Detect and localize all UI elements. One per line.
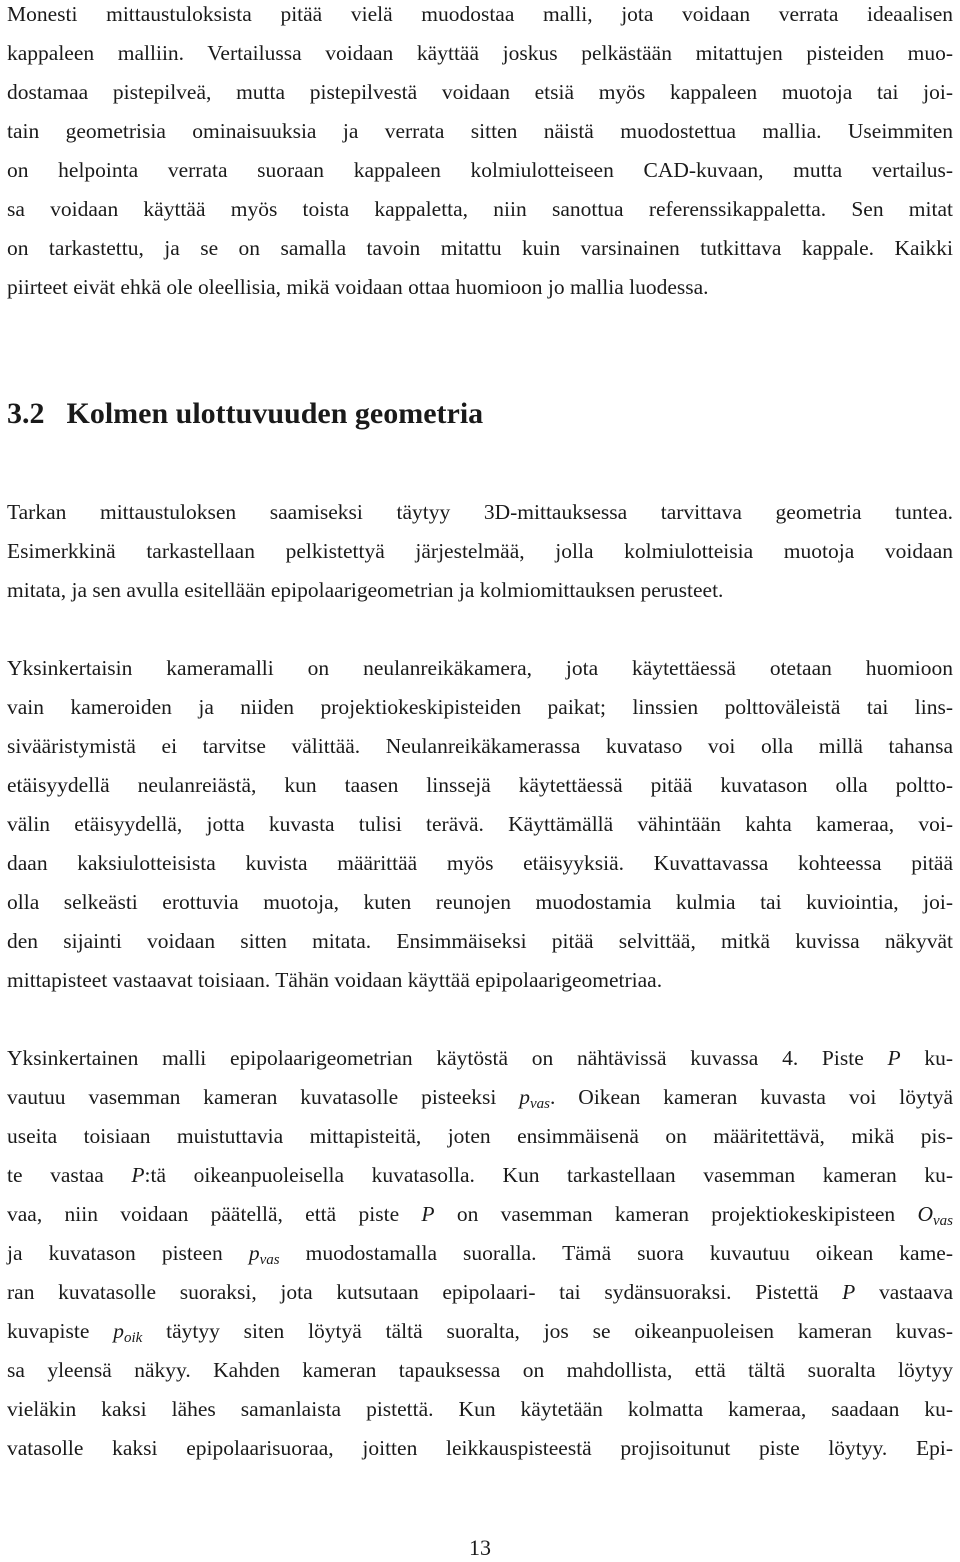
math-p: p (519, 1085, 530, 1109)
math-P: P (421, 1202, 435, 1226)
text-line: olla selkeästi erottuvia muotoja, kuten reunojen muodostamia kulmia tai kuviointia, joi- (7, 890, 953, 914)
text-line: kappaleen malliin. Vertailussa voidaan käyttää joskus pelkästään mitattujen pisteiden muo- (7, 41, 953, 65)
text-line: te vastaa P:tä oikeanpuoleisella kuvatasolla. Kun tarkastellaan vasemman kameran ku- (7, 1163, 953, 1187)
text-line: ran kuvatasolle suoraksi, jota kutsutaan epipolaari- tai sydänsuoraksi. Pistettä P vastaava (7, 1280, 953, 1304)
text-line: piirteet eivät ehkä ole oleellisia, mikä voidaan ottaa huomioon jo mallia luodessa. (7, 275, 709, 299)
text-line: ja kuvatason pisteen $p_{vas}$ muodostamalla suoralla. Tämä suora kuvautuu oikean kame- (7, 1241, 954, 1268)
text-line: vain kameroiden ja niiden projektiokeskipisteiden paikat; linssien polttoväleistä tai lins- (7, 695, 953, 719)
math-p: p (113, 1319, 124, 1343)
text-line: välin etäisyydellä, jotta kuvasta tulisi terävä. Käyttämällä vähintään kahta kameraa, voi- (7, 812, 953, 836)
text-line: tain geometrisia ominaisuuksia ja verrata sitten näistä muodostettua mallia. Useimmiten (7, 119, 953, 143)
text-line: den sijainti voidaan sitten mitata. Ensimmäiseksi pitää selvittää, mitkä kuvissa näkyvät (7, 929, 953, 953)
text-line: vieläkin kaksi lähes samanlaista pistettä. Kun käytetään kolmatta kameraa, saadaan ku- (7, 1397, 953, 1421)
text-line: Yksinkertainen malli epipolaarigeometrian käytöstä on nähtävissä kuvassa 4. Piste P ku- (7, 1046, 953, 1070)
text-line: sa voidaan käyttää myös toista kappaletta, niin sanottua referenssikappaletta. Sen mitat (7, 197, 953, 221)
section-number: 3.2 (7, 397, 45, 430)
text-line: on helpointa verrata suoraan kappaleen kolmiulotteiseen CAD-kuvaan, mutta vertailus- (7, 158, 953, 182)
section-heading (7, 394, 483, 434)
text-line: Yksinkertaisin kameramalli on neulanreikäkamera, jota käytettäessä otetaan huomioon (7, 656, 953, 680)
text-line: mitata, ja sen avulla esitellään epipolaarigeometrian ja kolmiomittauksen perusteet. (7, 578, 724, 602)
text-line: vaa, niin voidaan päätellä, että piste P on vasemman kameran projektiokeskipisteen $O_{vas}$ (7, 1202, 953, 1229)
text-line: Tarkan mittaustuloksen saamiseksi täytyy 3D-mittauksessa tarvittava geometria tuntea. (7, 500, 953, 524)
text-line: sivääristymistä ei tarvitse välittää. Neulanreikäkamerassa kuvataso voi olla millä tahansa (7, 734, 953, 758)
math-O: O (917, 1202, 933, 1226)
text-line: on tarkastettu, ja se on samalla tavoin mitattu kuin varsinainen tutkittava kappale. Kaikki (7, 236, 953, 260)
math-p: p (248, 1241, 260, 1265)
text-line: Monesti mittaustuloksista pitää vielä muodostaa malli, jota voidaan verrata ideaalisen (7, 2, 953, 26)
math-P: P (887, 1046, 901, 1070)
math-P: P (131, 1163, 145, 1187)
math-P: P (842, 1280, 856, 1304)
text-line: dostamaa pistepilveä, mutta pistepilvestä voidaan etsiä myös kappaleen muotoja tai joi- (7, 80, 953, 104)
text-line: sa yleensä näkyy. Kahden kameran tapauksessa on mahdollista, että tältä suoralta löytyy (7, 1358, 953, 1382)
text-line: vautuu vasemman kameran kuvatasolle pisteeksi $p_{vas}$. Oikean kameran kuvasta voi löytyä (7, 1085, 953, 1112)
text-line: vatasolle kaksi epipolaarisuoraa, joitten leikkauspisteestä projisoitunut piste löytyy. Epi- (7, 1436, 953, 1460)
section-title: Kolmen ulottuvuuden geometria (66, 397, 484, 430)
text-line: daan kaksiulotteisista kuvista määrittää myös etäisyyksiä. Kuvattavassa kohteessa pitää (7, 851, 953, 875)
text-line: useita toisiaan muistuttavia mittapisteitä, joten ensimmäisenä on määritettävä, mikä pis- (7, 1124, 953, 1148)
text-line: etäisyydellä neulanreiästä, kun taasen linssejä käytettäessä pitää kuvatason olla poltto- (7, 773, 953, 797)
text-line: kuvapiste $p_{oik}$ täytyy siten löytyä tältä suoralta, jos se oikeanpuoleisen kameran kuvas- (7, 1319, 953, 1346)
page-number: 13 (469, 1535, 491, 1560)
text-line: mittapisteet vastaavat toisiaan. Tähän voidaan käyttää epipolaarigeometriaa. (7, 968, 663, 992)
text-line: Esimerkkinä tarkastellaan pelkistettyä järjestelmää, jolla kolmiulotteisia muotoja voidaan (7, 539, 953, 563)
